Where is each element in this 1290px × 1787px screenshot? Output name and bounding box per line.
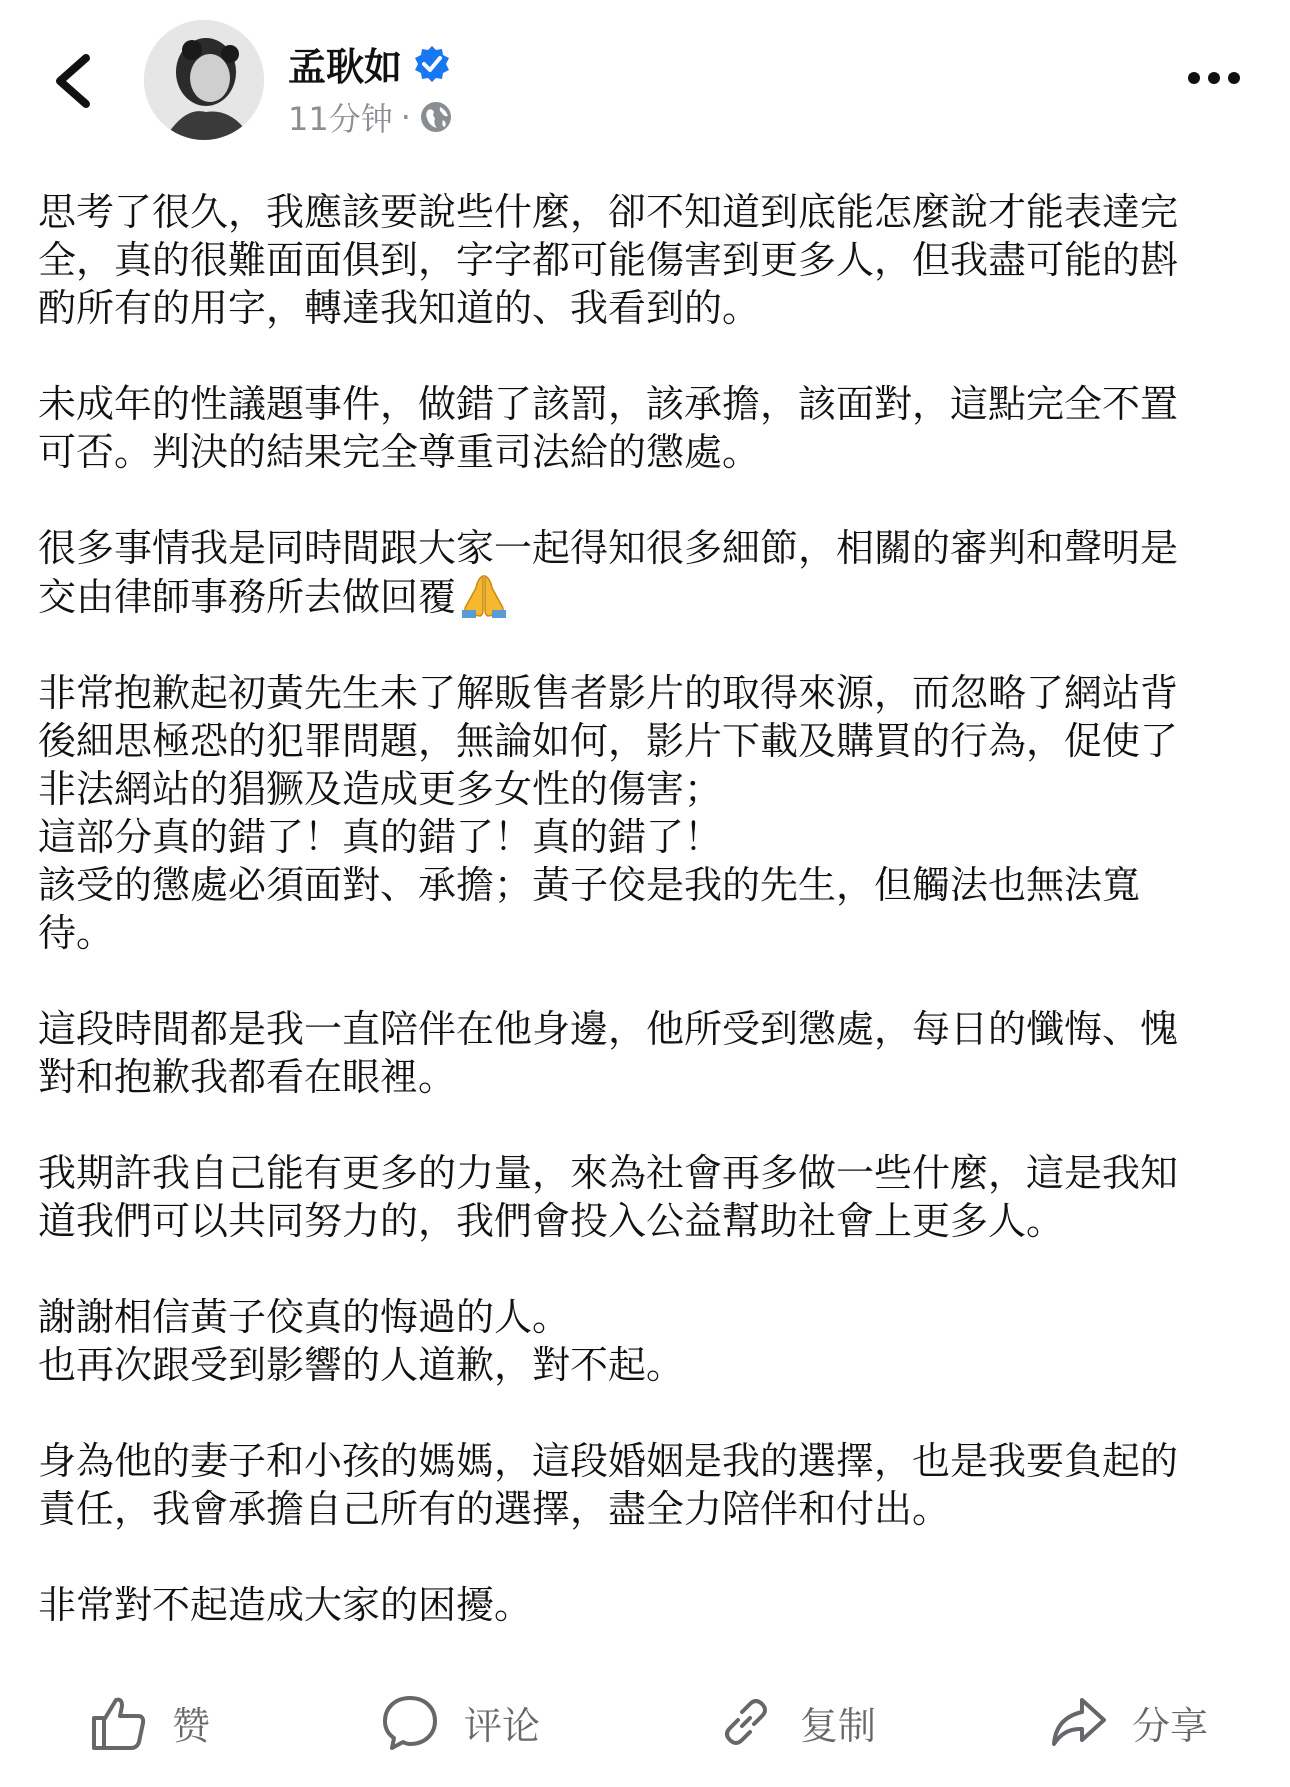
post-line: 很多事情我是同時間跟大家一起得知很多細節，相關的審判和聲明是 <box>38 526 1179 570</box>
post-line: 道我們可以共同努力的，我們會投入公益幫助社會上更多人。 <box>38 1199 1065 1243</box>
folded-hands-emoji <box>458 572 510 618</box>
more-dots-icon[interactable] <box>1186 66 1242 90</box>
post-paragraph <box>38 1005 1258 1101</box>
post-line: 酌所有的用字，轉達我知道的、我看到的。 <box>38 286 761 330</box>
post-meta <box>288 94 453 140</box>
post-line: 這部分真的錯了！真的錯了！真的錯了！ <box>38 815 723 859</box>
post-line: 也再次跟受到影響的人道歉，對不起。 <box>38 1343 685 1387</box>
post-line: 未成年的性議題事件，做錯了該罰，該承擔，該面對，這點完全不置 <box>38 382 1179 426</box>
post-line: 全，真的很難面面俱到，字字都可能傷害到更多人，但我盡可能的斟 <box>38 238 1179 282</box>
post-paragraph <box>38 669 1258 957</box>
avatar-image <box>144 20 264 140</box>
post-header <box>0 0 1290 150</box>
chevron-left-icon[interactable] <box>48 52 98 110</box>
post-line: 思考了很久，我應該要說些什麼，卻不知道到底能怎麼說才能表達完 <box>38 190 1179 234</box>
post-line: 可否。判決的結果完全尊重司法給的懲處。 <box>38 430 761 474</box>
meta-separator: · <box>400 98 411 136</box>
post-time[interactable]: 11分钟 <box>288 100 393 138</box>
post-line: 身為他的妻子和小孩的媽媽，這段婚姻是我的選擇，也是我要負起的 <box>38 1439 1179 1483</box>
post-line: 對和抱歉我都看在眼裡。 <box>38 1055 457 1099</box>
post-line: 非法網站的猖獗及造成更多女性的傷害； <box>38 767 723 811</box>
action-bar <box>0 1680 1290 1760</box>
comment-button[interactable] <box>380 1692 540 1752</box>
copy-link-button[interactable] <box>716 1692 876 1752</box>
thumbs-up-icon <box>88 1692 148 1752</box>
like-button[interactable] <box>88 1692 210 1752</box>
comment-bubble-icon <box>380 1692 440 1752</box>
post-body <box>38 188 1258 1677</box>
author-name-row[interactable] <box>288 36 452 91</box>
post-paragraph <box>38 1149 1258 1245</box>
post-line: 這段時間都是我一直陪伴在他身邊，他所受到懲處，每日的懺悔、愧 <box>38 1007 1179 1051</box>
avatar[interactable] <box>144 20 264 140</box>
post-paragraph <box>38 188 1258 332</box>
post-line: 待。 <box>38 911 115 955</box>
post-line: 我期許我自己能有更多的力量，來為社會再多做一些什麼，這是我知 <box>38 1151 1179 1195</box>
post-paragraph <box>38 380 1258 476</box>
post-paragraph <box>38 524 1258 621</box>
post-paragraph <box>38 1437 1258 1533</box>
post-line: 交由律師事務所去做回覆 <box>38 572 1258 621</box>
post-line: 非常抱歉起初黃先生未了解販售者影片的取得來源，而忽略了網站背 <box>38 671 1179 715</box>
post-paragraph <box>38 1293 1258 1389</box>
author-name[interactable]: 孟耿如 <box>288 45 403 89</box>
post-line: 該受的懲處必須面對、承擔；黃子佼是我的先生，但觸法也無法寬 <box>38 863 1141 907</box>
post-line: 後細思極恐的犯罪問題，無論如何，影片下載及購買的行為，促使了 <box>38 719 1179 763</box>
copy-label: 复制 <box>800 1703 877 1748</box>
share-label: 分享 <box>1132 1703 1209 1748</box>
post-paragraph <box>38 1581 1258 1629</box>
comment-label: 评论 <box>464 1703 541 1748</box>
link-icon <box>716 1692 776 1752</box>
like-label: 赞 <box>172 1703 211 1748</box>
post-line: 非常對不起造成大家的困擾。 <box>38 1583 533 1627</box>
share-arrow-icon <box>1048 1692 1108 1752</box>
post-line: 謝謝相信黃子佼真的悔過的人。 <box>38 1295 571 1339</box>
verified-badge-icon <box>412 44 452 84</box>
share-button[interactable] <box>1048 1692 1208 1752</box>
globe-icon <box>419 100 453 134</box>
post-line: 責任，我會承擔自己所有的選擇，盡全力陪伴和付出。 <box>38 1487 951 1531</box>
